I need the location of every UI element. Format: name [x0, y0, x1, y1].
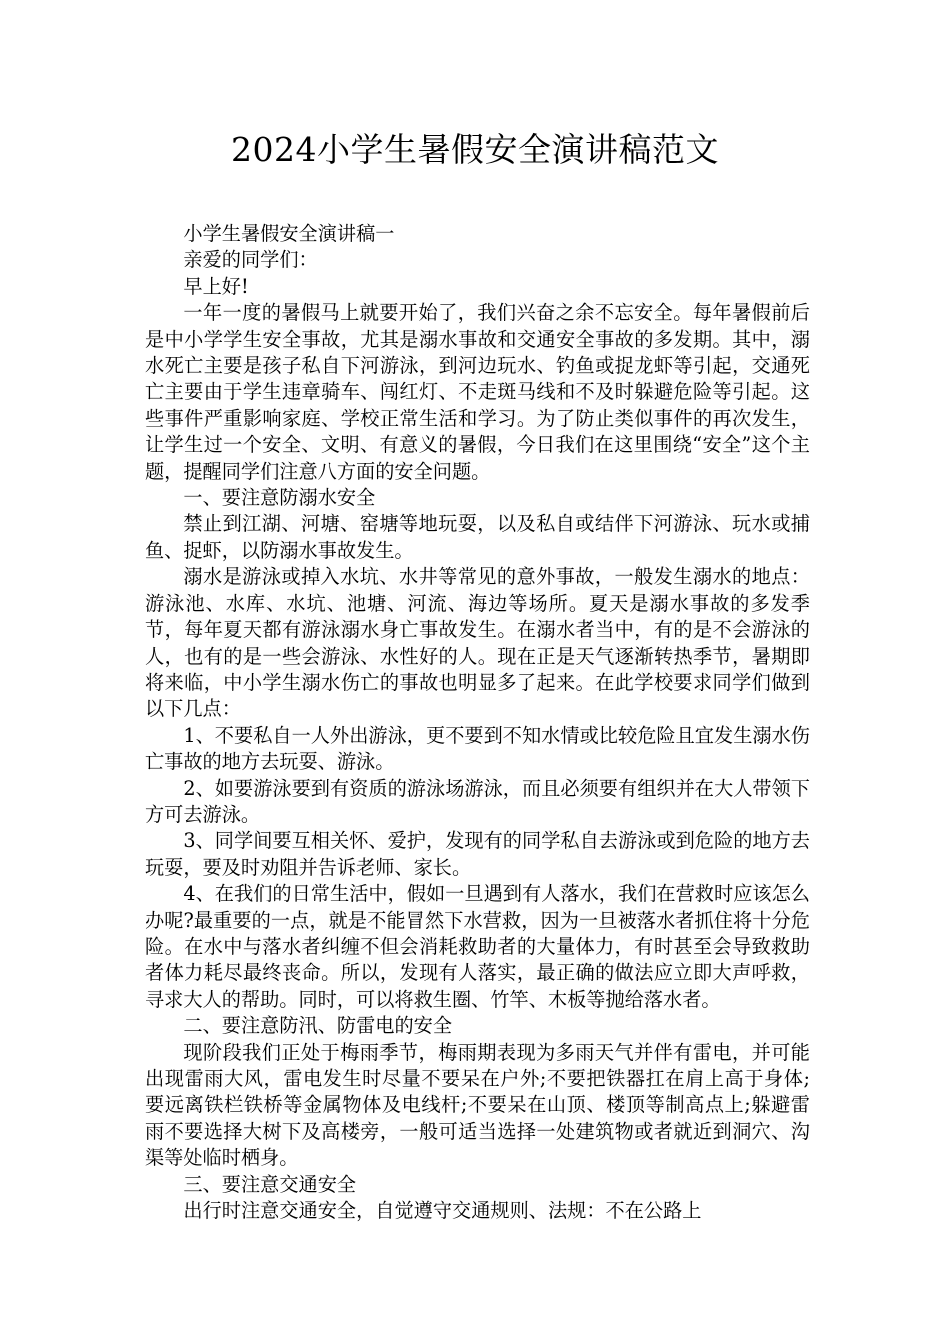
- heading-traffic: 三、要注意交通安全: [183, 1172, 357, 1196]
- paragraph-traffic: 出行时注意交通安全，自觉遵守交通规则、法规：不在公路上: [183, 1199, 702, 1223]
- paragraph-flood-lightning: 现阶段我们正处于梅雨季节，梅雨期表现为多雨天气并伴有雷电，并可能出现雷雨大风，雷电发生时尽量不要呆在户外;不要把铁器扛在肩上高于身体;要远离铁栏铁桥等金属物体及电线杆;不要呆在山顶、楼顶等制高点上;躲避雷雨不要选择大树下及高楼旁，一般可适当选择一处建筑物或者就近到洞穴、沟渠等处临时栖身。: [145, 1040, 810, 1170]
- section-title: 小学生暑假安全演讲稿一: [183, 222, 395, 245]
- list-item-4: 4、在我们的日常生活中，假如一旦遇到有人落水，我们在营救时应该怎么办呢?最重要的一点，就是不能冒然下水营救，因为一旦被落水者抓住将十分危险。在水中与落水者纠缠不但会消耗救助者的大量体力，有时甚至会导致救助者体力耗尽最终丧命。所以，发现有人落实，最正确的做法应立即大声呼救，寻求大人的帮助。同时，可以将救生圈、竹竿、木板等抛给落水者。: [145, 882, 810, 1011]
- list-item-1: 1、不要私自一人外出游泳，更不要到不知水情或比较危险且宜发生溺水伤亡事故的地方去玩耍、游泳。: [145, 723, 810, 774]
- greeting: 早上好!: [183, 274, 249, 298]
- heading-flood-lightning: 二、要注意防汛、防雷电的安全: [183, 1014, 453, 1038]
- document-body: [145, 221, 810, 1224]
- document-title: 2024小学生暑假安全演讲稿范文: [231, 130, 719, 169]
- heading-drowning: 一、要注意防溺水安全: [183, 486, 376, 510]
- salutation: 亲爱的同学们：: [183, 248, 318, 272]
- paragraph-drowning-info: 溺水是游泳或掉入水坑、水井等常见的意外事故，一般发生溺水的地点：游泳池、水库、水坑、池塘、河流、海边等场所。夏天是溺水事故的多发季节，每年夏天都有游泳溺水身亡事故发生。在溺水者当中，有的是不会游泳的人，也有的是一些会游泳、水性好的人。现在正是天气逐渐转热季节，暑期即将来临，中小学生溺水伤亡的事故也明显多了起来。在此学校要求同学们做到以下几点：: [145, 565, 810, 721]
- list-item-3: 3、同学间要互相关怀、爱护，发现有的同学私自去游泳或到危险的地方去玩耍，要及时劝阻并告诉老师、家长。: [145, 829, 810, 879]
- paragraph-drowning-ban: 禁止到江湖、河塘、窑塘等地玩耍，以及私自或结伴下河游泳、玩水或捕鱼、捉虾，以防溺水事故发生。: [145, 512, 810, 562]
- list-item-2: 2、如要游泳要到有资质的游泳场游泳，而且必须要有组织并在大人带领下方可去游泳。: [145, 776, 810, 826]
- paragraph-intro: 一年一度的暑假马上就要开始了，我们兴奋之余不忘安全。每年暑假前后是中小学学生安全事故，尤其是溺水事故和交通安全事故的多发期。其中，溺水死亡主要是孩子私自下河游泳，到河边玩水、钓鱼或捉龙虾等引起，交通死亡主要由于学生违章骑车、闯红灯、不走斑马线和不及时躲避危险等引起。这些事件严重影响家庭、学校正常生活和学习。为了防止类似事件的再次发生，让学生过一个安全、文明、有意义的暑假，今日我们在这里围绕“安全”这个主题，提醒同学们注意八方面的安全问题。: [145, 301, 810, 483]
